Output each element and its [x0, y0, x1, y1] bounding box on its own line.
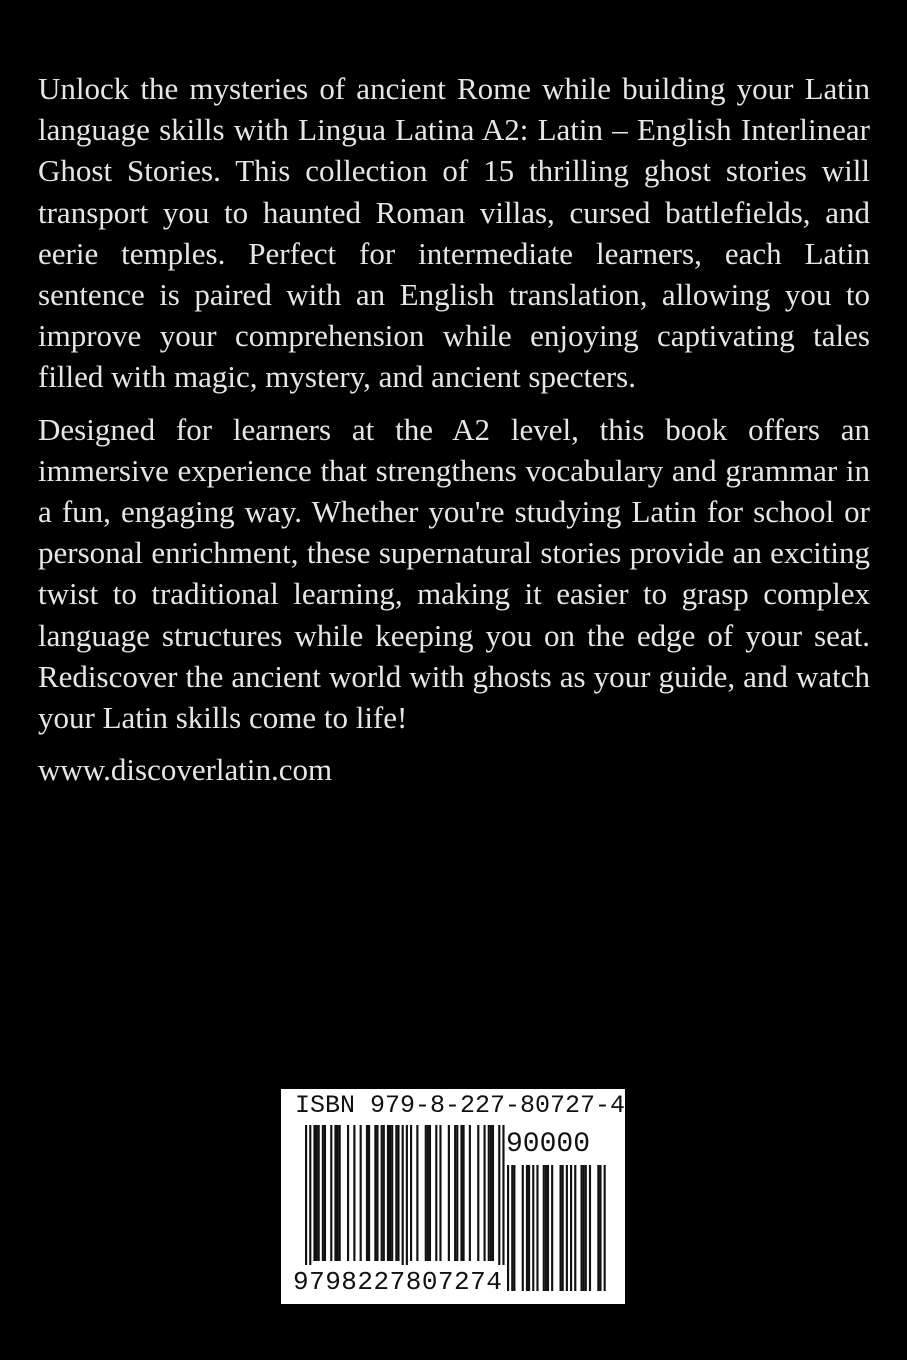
ean13-bar [425, 1125, 427, 1261]
ean13-bar [322, 1125, 324, 1261]
addon-bar [570, 1165, 572, 1291]
ean13-bar [376, 1125, 378, 1261]
ean13-bar [469, 1125, 471, 1261]
ean13-bar [387, 1125, 389, 1261]
ean13-guard-bar [498, 1125, 500, 1265]
ean13-bar [383, 1125, 385, 1261]
addon-bar [574, 1165, 576, 1291]
addon-bar [551, 1165, 553, 1291]
price-code-label: 90000 [506, 1129, 591, 1160]
addon-bar [566, 1165, 568, 1291]
barcode-digits: 9798227807274 [293, 1267, 503, 1297]
addon-bar [536, 1165, 538, 1291]
ean13-bar [381, 1125, 383, 1261]
ean13-bar [477, 1125, 479, 1261]
ean13-bar [337, 1125, 339, 1261]
addon-bar [583, 1165, 585, 1291]
ean13-bar [324, 1125, 326, 1261]
addon-bar [604, 1165, 606, 1291]
ean13-bar [435, 1125, 437, 1261]
addon-bar [599, 1165, 601, 1291]
addon-bar [528, 1165, 530, 1291]
ean13-bar [490, 1125, 492, 1261]
addon-bar [562, 1165, 564, 1291]
addon-bar [511, 1165, 513, 1291]
ean13-bar [339, 1125, 341, 1261]
ean13-bar [330, 1125, 332, 1261]
ean13-bar [395, 1125, 397, 1261]
addon-bar [543, 1165, 545, 1291]
ean13-bar [368, 1125, 370, 1261]
ean13-bar [463, 1125, 465, 1261]
addon-bar [507, 1165, 509, 1291]
addon-bar [532, 1165, 534, 1291]
ean13-bar [391, 1125, 393, 1261]
ean13-bar [454, 1125, 456, 1261]
ean13-guard-bar [402, 1125, 404, 1265]
website-url: www.discoverlatin.com [38, 752, 333, 788]
ean13-bar [492, 1125, 494, 1261]
description-paragraph-1: Unlock the mysteries of ancient Rome while building your Latin language skills with Lingua Latina A2: Latin – English Interlinear Ghost Stories. This collection of 15 thrilling ghost stories will transport you to haunted Roman villas, cursed battlefields, and eerie temples. Perfect for intermediate learners, each Latin sentence is paired with an English translation, allowing you to improve your comprehension while enjoying captivating tales filled with magic, mystery, and ancient specters. [38, 71, 870, 395]
ean13-bar [439, 1125, 441, 1261]
ean13-bar [397, 1125, 399, 1261]
ean13-bar [313, 1125, 315, 1261]
ean13-bar [316, 1125, 318, 1261]
ean13-bar [366, 1125, 368, 1261]
ean13-bar [448, 1125, 450, 1261]
ean13-bar [334, 1125, 336, 1261]
ean13-bar [360, 1125, 362, 1261]
ean13-bar [484, 1125, 486, 1261]
ean13-bar [456, 1125, 458, 1261]
addon-bar [547, 1165, 549, 1291]
isbn-barcode-box [281, 1089, 625, 1304]
addon-bar [597, 1165, 599, 1291]
ean13-bar [318, 1125, 320, 1261]
ean13-bar [374, 1125, 376, 1261]
addon-bar [522, 1165, 524, 1291]
description-paragraph-2: Designed for learners at the A2 level, this book offers an immersive experience that strengthens vocabulary and grammar in a fun, engaging way. Whether you're studying Latin for school or personal enrichment, these supernatural stories provide an exciting twist to traditional learning, making it easier to grasp complex language structures while keeping you on the edge of your seat. Rediscover the ancient world with ghosts as your guide, and watch your Latin skills come to life! [38, 411, 870, 736]
addon-bar [581, 1165, 583, 1291]
ean13-bar [460, 1125, 462, 1261]
ean13-bar [416, 1125, 418, 1261]
ean13-bar [427, 1125, 429, 1261]
ean13-bar [389, 1125, 391, 1261]
ean13-bar [429, 1125, 431, 1261]
ean13-bar [347, 1125, 349, 1261]
ean13-guard-bar [406, 1125, 408, 1265]
ean13-bar [410, 1125, 412, 1261]
addon-bar [526, 1165, 528, 1291]
addon-bar [545, 1165, 547, 1291]
addon-bar [589, 1165, 591, 1291]
ean13-bar [353, 1125, 355, 1261]
addon-bar [513, 1165, 515, 1291]
ean13-bar [488, 1125, 490, 1261]
back-cover-blurb [38, 68, 870, 801]
ean13-guard-bar [309, 1125, 311, 1265]
addon-bar [560, 1165, 562, 1291]
ean13-guard-bar [502, 1125, 504, 1265]
addon-bar [585, 1165, 587, 1291]
ean13-guard-bar [305, 1125, 307, 1265]
isbn-label: ISBN 979-8-227-80727-4 [295, 1091, 626, 1120]
